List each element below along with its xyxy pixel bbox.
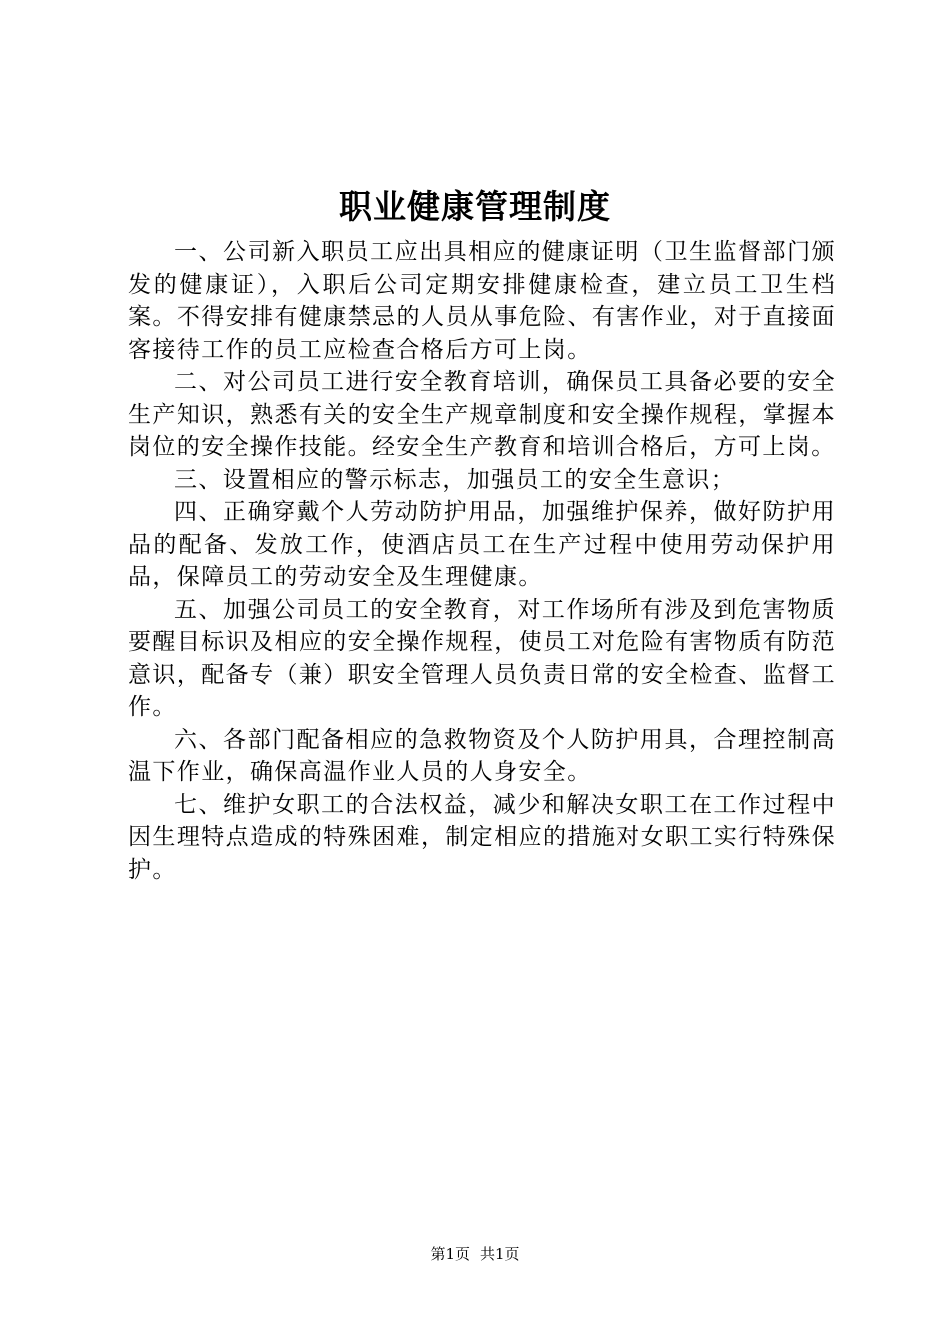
paragraph-3: 三、设置相应的警示标志，加强员工的安全生意识； <box>174 466 736 493</box>
paragraph-4: 四、正确穿戴个人劳动防护用品，加强维护保养，做好防护用品的配备、发放工作，使酒店员工在生产过程中使用劳动保护用品，保障员工的劳动安全及生理健康。 <box>128 499 836 590</box>
page-number: 第1页 <box>430 1245 470 1263</box>
paragraph-7: 七、维护女职工的合法权益，减少和解决女职工在工作过程中因生理特点造成的特殊困难，制定相应的措施对女职工实行特殊保护。 <box>128 791 836 883</box>
document-body <box>128 236 836 886</box>
page-footer <box>0 1244 950 1264</box>
paragraph-6: 六、各部门配备相应的急救物资及个人防护用具，合理控制高温下作业，确保高温作业人员的人身安全。 <box>128 726 836 785</box>
document-title: 职业健康管理制度 <box>339 187 611 226</box>
paragraph-2: 二、对公司员工进行安全教育培训，确保员工具备必要的安全生产知识，熟悉有关的安全生产规章制度和安全操作规程，掌握本岗位的安全操作技能。经安全生产教育和培训合格后，方可上岗。 <box>128 369 836 460</box>
paragraph-1: 一、公司新入职员工应出具相应的健康证明（卫生监督部门颁发的健康证），入职后公司定期安排健康检查，建立员工卫生档案。不得安排有健康禁忌的人员从事危险、有害作业，对于直接面客接待工作的员工应检查合格后方可上岗。 <box>128 239 836 363</box>
paragraph-5: 五、加强公司员工的安全教育，对工作场所有涉及到危害物质要醒目标识及相应的安全操作规程，使员工对危险有害物质有防范意识，配备专（兼）职安全管理人员负责日常的安全检查、监督工作。 <box>128 596 836 720</box>
page-total: 共1页 <box>480 1245 520 1263</box>
